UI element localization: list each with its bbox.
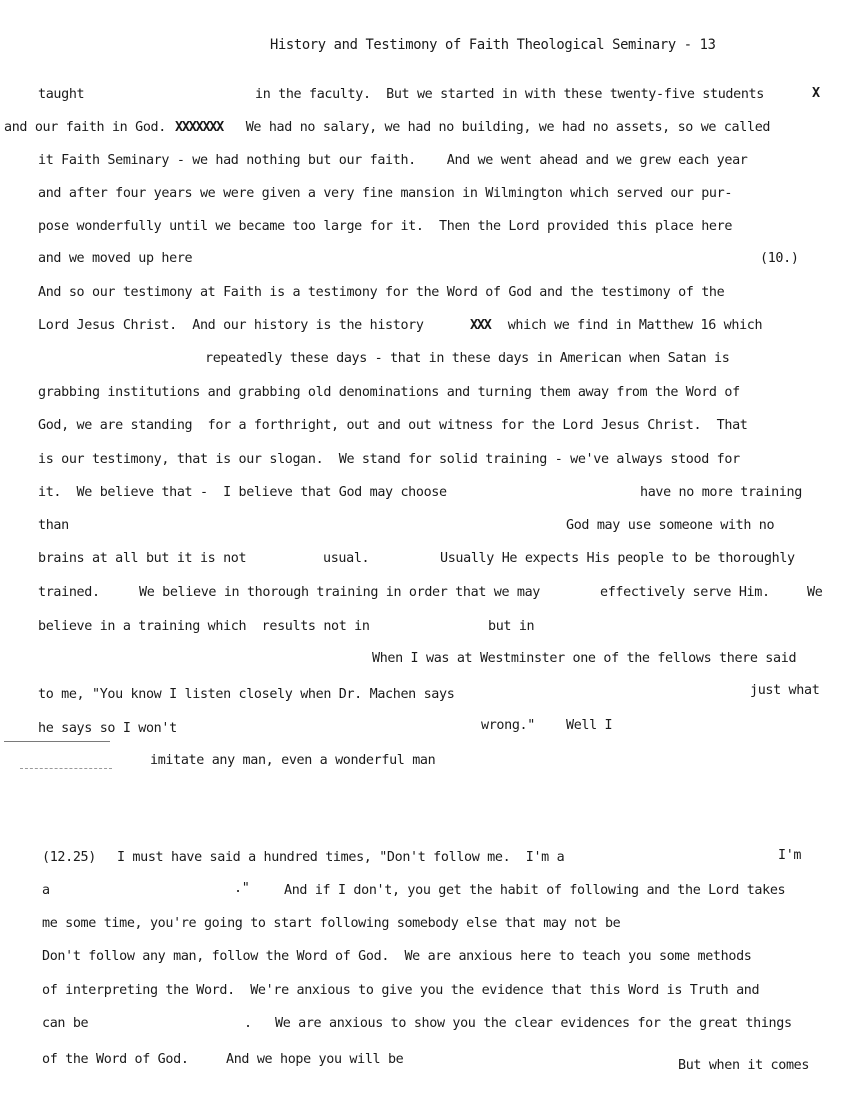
text-line: ." [234, 881, 250, 896]
text-line: and our faith in God. [4, 120, 166, 135]
text-line: which we find in Matthew 16 which [500, 318, 763, 333]
text-line: effectively serve Him. [600, 585, 770, 600]
text-line: believe in a training which results not in [38, 619, 370, 634]
text-line: and we moved up here [38, 251, 193, 266]
text-line: but in [488, 619, 535, 634]
text-line: And if I don't, you get the habit of following and the Lord takes [284, 883, 786, 898]
text-line: brains at all but it is not [38, 551, 247, 566]
text-line: We believe in thorough training in order that we may [139, 585, 541, 600]
scan-mark [20, 768, 112, 769]
text-line: repeatedly these days - that in these days in American when Satan is [205, 351, 730, 366]
timestamp-marker: (12.25) [42, 850, 96, 865]
text-line: imitate any man, even a wonderful man [150, 753, 436, 768]
text-line: But when it comes [678, 1058, 810, 1073]
text-line: And so our testimony at Faith is a testimony for the Word of God and the testimony of the [38, 285, 725, 300]
timestamp-marker: (10.) [760, 251, 799, 266]
text-line: is our testimony, that is our slogan. We stand for solid training - we've always stood for [38, 452, 740, 467]
text-line: me some time, you're going to start following somebody else that may not be [42, 916, 621, 931]
text-line: a [42, 883, 50, 898]
text-line: usual. [323, 551, 370, 566]
text-line: Lord Jesus Christ. And our history is the history [38, 318, 432, 333]
strikeout-mark: XXXXXXX [175, 120, 224, 135]
text-line: of the Word of God. [42, 1052, 189, 1067]
text-line: in the faculty. But we started in with these twenty-five students [255, 87, 764, 102]
strikeout-mark: XXX [470, 318, 491, 333]
text-line: We are anxious to show you the clear evidences for the great things [275, 1016, 792, 1031]
text-line: grabbing institutions and grabbing old denominations and turning them away from the Word of [38, 385, 740, 400]
text-line: it Faith Seminary - we had nothing but our faith. And we went ahead and we grew each year [38, 153, 748, 168]
text-line: trained. [38, 585, 100, 600]
text-line: God, we are standing for a forthright, out and out witness for the Lord Jesus Christ. That [38, 418, 748, 433]
text-line: than [38, 518, 69, 533]
text-line: he says so I won't [38, 721, 177, 736]
text-line: God may use someone with no [566, 518, 775, 533]
text-line: We [807, 585, 823, 600]
text-line: to me, "You know I listen closely when Dr. Machen says [38, 687, 455, 702]
text-line: Well I [566, 718, 613, 733]
text-line: wrong." [481, 718, 535, 733]
text-line: of interpreting the Word. We're anxious to give you the evidence that this Word is Truth and [42, 983, 760, 998]
text-line: it. We believe that - I believe that God may choose [38, 485, 447, 500]
text-line: Usually He expects His people to be thoroughly [440, 551, 795, 566]
text-line: I'm [778, 848, 802, 863]
text-line: And we hope you will be [226, 1052, 404, 1067]
text-line: pose wonderfully until we became too large for it. Then the Lord provided this place here [38, 219, 733, 234]
text-line: When I was at Westminster one of the fellows there said [372, 651, 797, 666]
strikeout-mark: X [812, 86, 819, 101]
text-line: and after four years we were given a very fine mansion in Wilmington which served our pur- [38, 186, 733, 201]
text-line: taught [38, 87, 85, 102]
page-header: History and Testimony of Faith Theological Seminary - 13 [270, 37, 716, 53]
text-line: have no more training [640, 485, 802, 500]
scan-mark [4, 741, 110, 742]
text-line: I must have said a hundred times, "Don't follow me. I'm a [117, 850, 565, 865]
text-line: . [244, 1016, 252, 1031]
text-line: just what [750, 683, 820, 698]
text-line: Don't follow any man, follow the Word of God. We are anxious here to teach you some methods [42, 949, 752, 964]
text-line: can be [42, 1016, 89, 1031]
text-line: We had no salary, we had no building, we had no assets, so we called [238, 120, 771, 135]
